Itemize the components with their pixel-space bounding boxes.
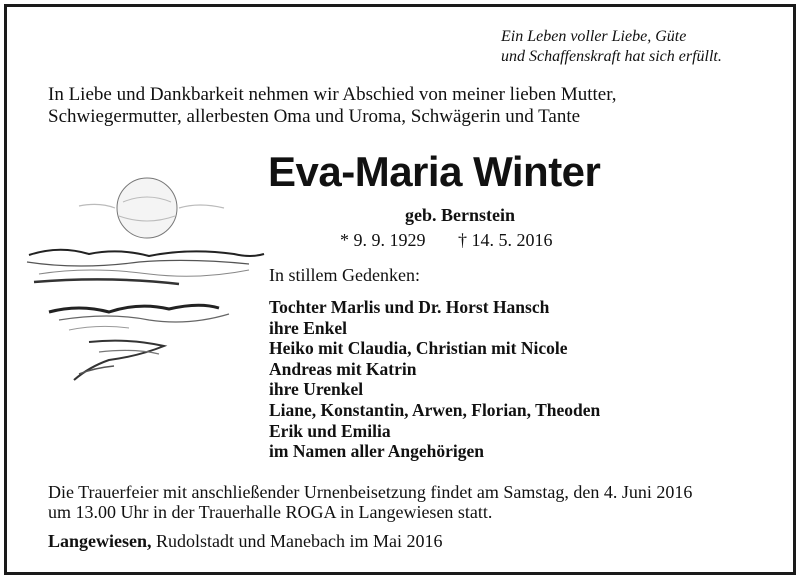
intro-line-2: Schwiegermutter, allerbesten Oma und Uroma, Schwägerin und Tante [48,106,581,127]
in-memory-label: In stillem Gedenken: [269,265,420,285]
mourner-line: ihre Urenkel [269,379,364,400]
motto [501,27,722,67]
mourners-list [269,297,600,462]
closing-place: Langewiesen, [48,531,152,551]
path-strokes [74,341,164,380]
closing-line [48,530,442,552]
deceased-name: Eva-Maria Winter [268,148,601,195]
life-dates [340,229,553,251]
obituary-notice [4,4,796,575]
closing-rest: Rudolstadt und Manebach im Mai 2016 [151,531,443,551]
maiden-name: geb. Bernstein [405,205,515,225]
death-date: † 14. 5. 2016 [458,230,553,250]
mourner-line: im Namen aller Angehörigen [269,441,485,462]
funeral-line-1: Die Trauerfeier mit anschließender Urnenbeisetzung findet am Samstag, den 4. Juni 2016 [48,482,693,502]
mourner-line: Erik und Emilia [269,420,391,441]
birth-date: * 9. 9. 1929 [340,230,426,250]
cloud-band [27,250,264,284]
sun-icon [79,178,224,238]
intro-line-1: In Liebe und Dankbarkeit nehmen wir Abschied von meiner lieben Mutter, [48,84,617,105]
intro-text [48,84,617,128]
landscape-illustration [19,162,269,392]
hills [49,305,229,330]
mourner-line: Tochter Marlis und Dr. Horst Hansch [269,297,550,317]
funeral-info [48,482,692,522]
mourner-line: Heiko mit Claudia, Christian mit Nicole [269,338,568,359]
mourner-line: Liane, Konstantin, Arwen, Florian, Theoden [269,399,601,420]
funeral-line-2: um 13.00 Uhr in der Trauerhalle ROGA in Langewiesen statt. [48,502,493,522]
mourner-line: ihre Enkel [269,317,347,338]
mourner-line: Andreas mit Katrin [269,358,417,379]
motto-line-2: und Schaffenskraft hat sich erfüllt. [501,48,722,65]
motto-line-1: Ein Leben voller Liebe, Güte [501,28,687,45]
